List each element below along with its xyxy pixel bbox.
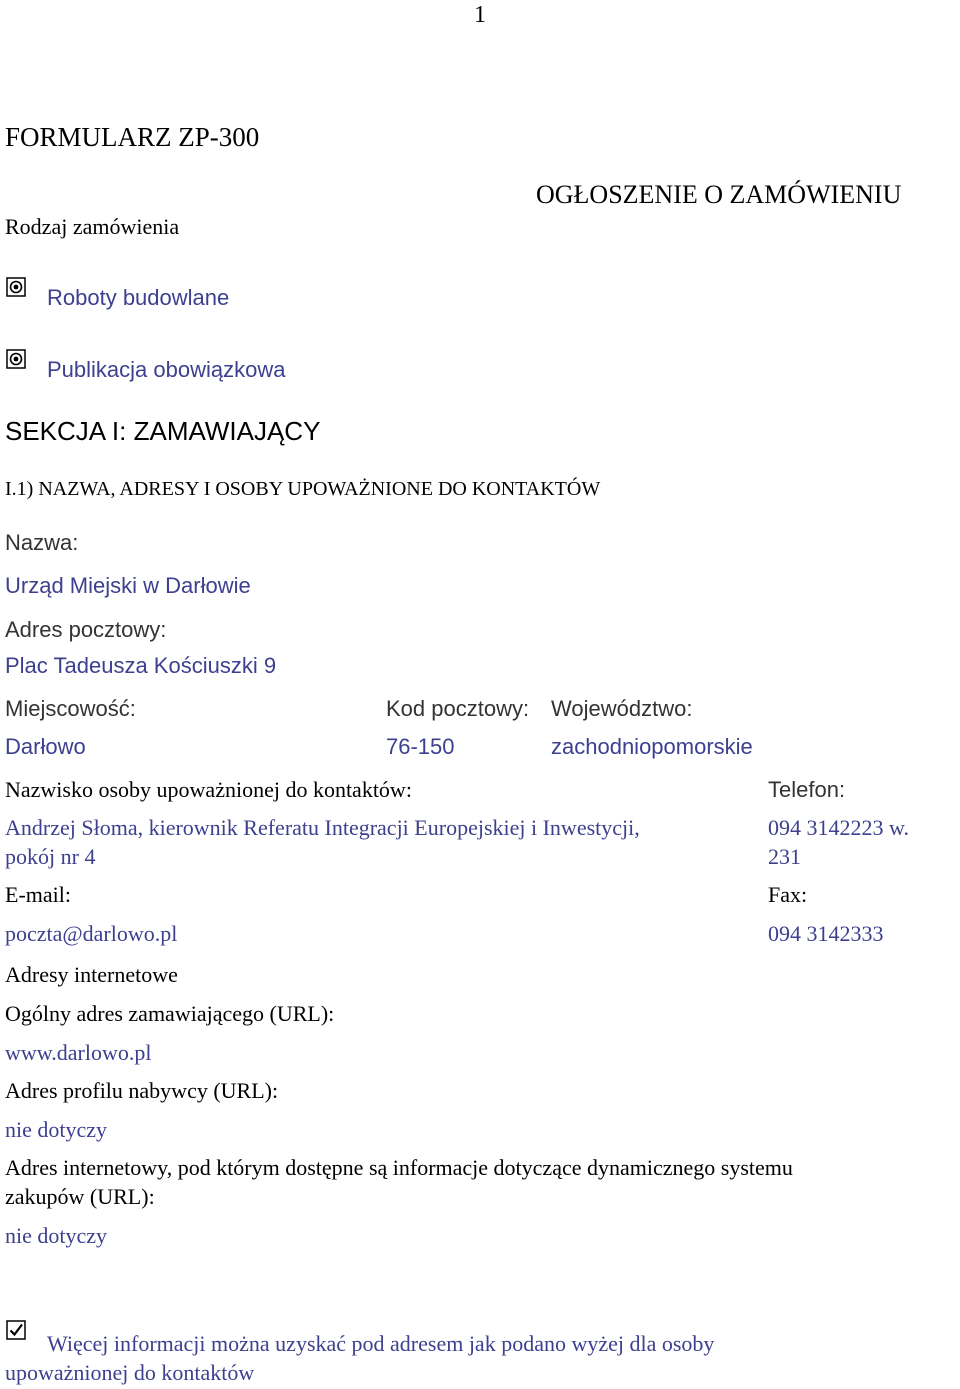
postcode-label: Kod pocztowy:: [386, 696, 530, 721]
postcode-value: 76-150: [386, 734, 455, 759]
email-value[interactable]: poczta@darlowo.pl: [5, 921, 178, 946]
voivodeship-value: zachodniopomorskie: [551, 734, 753, 759]
order-type-option-publication: Publikacja obowiązkowa: [47, 357, 286, 382]
fax-label: Fax:: [768, 882, 808, 907]
voivodeship-label: Województwo:: [551, 696, 693, 721]
phone-value-line2: 231: [768, 844, 801, 869]
buyer-profile-value: nie dotyczy: [5, 1117, 108, 1142]
general-url-value[interactable]: www.darlowo.pl: [5, 1040, 152, 1065]
contact-value-line2: pokój nr 4: [5, 844, 96, 869]
more-info-text: Więcej informacji można uzyskać pod adresem jak podano wyżej dla osoby: [47, 1331, 715, 1356]
internet-heading: Adresy internetowe: [5, 962, 178, 987]
city-value: Darłowo: [5, 734, 86, 759]
order-type-label: Rodzaj zamówienia: [5, 214, 180, 239]
form-title: FORMULARZ ZP-300: [5, 122, 260, 152]
radio-selected-icon[interactable]: [6, 349, 26, 369]
notice-title: OGŁOSZENIE O ZAMÓWIENIU: [536, 180, 902, 209]
checkbox-checked-icon[interactable]: [6, 1320, 26, 1340]
general-url-label: Ogólny adres zamawiającego (URL):: [5, 1001, 335, 1026]
dps-value: nie dotyczy: [5, 1223, 108, 1248]
section-heading: SEKCJA I: ZAMAWIAJĄCY: [5, 416, 321, 446]
dps-label-line2: zakupów (URL):: [5, 1184, 155, 1209]
name-value: Urząd Miejski w Darłowie: [5, 573, 251, 598]
city-label: Miejscowość:: [5, 696, 136, 721]
phone-label: Telefon:: [768, 777, 846, 802]
email-label: E-mail:: [5, 882, 71, 907]
phone-value: 094 3142223 w.: [768, 815, 909, 840]
section-subheading: I.1) NAZWA, ADRESY I OSOBY UPOWAŻNIONE DO KONTAKTÓW: [5, 478, 601, 500]
page-number: 1: [474, 2, 486, 28]
more-info-text-line2: upoważnionej do kontaktów: [5, 1360, 255, 1385]
order-type-option-works: Roboty budowlane: [47, 285, 230, 310]
buyer-profile-label: Adres profilu nabywcy (URL):: [5, 1078, 279, 1103]
radio-selected-icon[interactable]: [6, 277, 26, 297]
postal-label: Adres pocztowy:: [5, 617, 167, 642]
postal-value: Plac Tadeusza Kościuszki 9: [5, 653, 277, 678]
dps-label: Adres internetowy, pod którym dostępne są informacje dotyczące dynamicznego systemu: [5, 1155, 793, 1180]
fax-value: 094 3142333: [768, 921, 884, 946]
contact-label: Nazwisko osoby upoważnionej do kontaktów:: [5, 777, 412, 802]
contact-value: Andrzej Słoma, kierownik Referatu Integracji Europejskiej i Inwestycji,: [5, 815, 640, 840]
name-label: Nazwa:: [5, 530, 79, 555]
